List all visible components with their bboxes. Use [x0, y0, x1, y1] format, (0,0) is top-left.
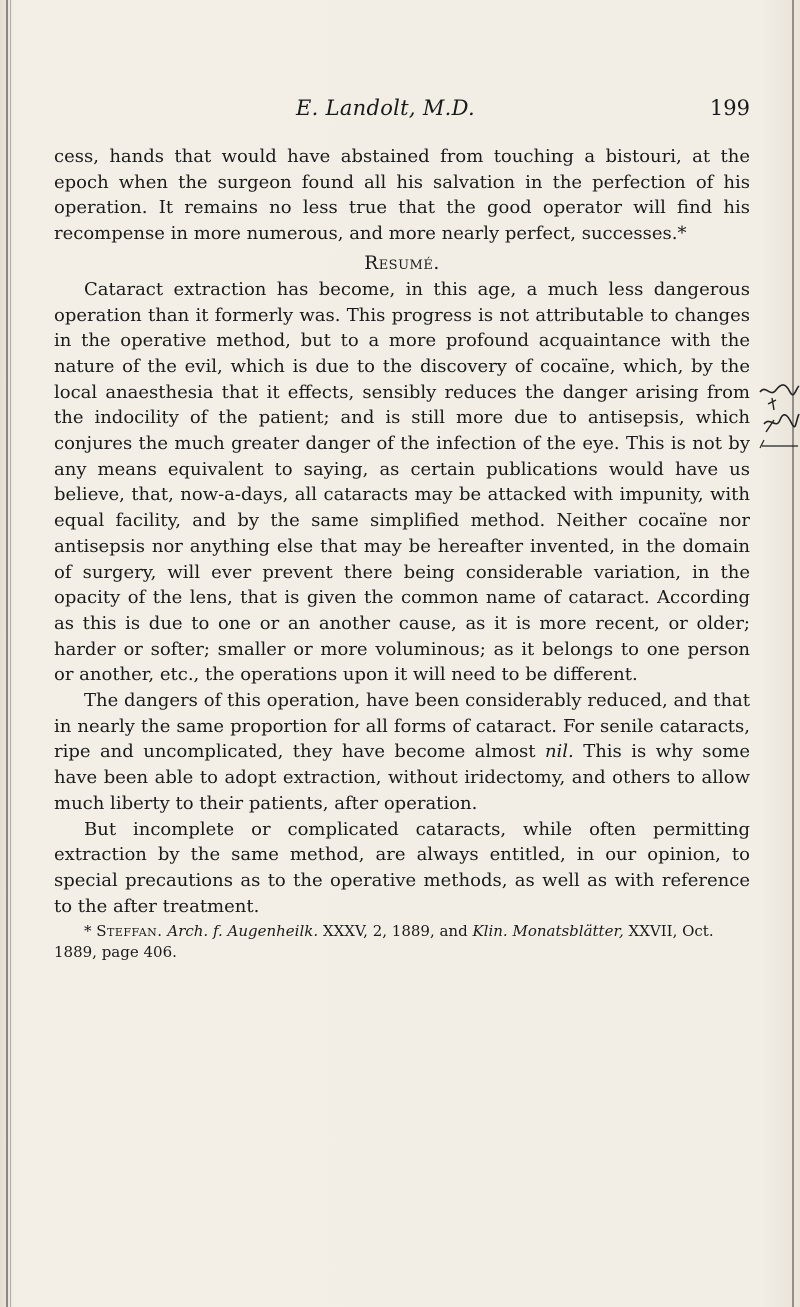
paragraph-3: But incomplete or complicated cataracts, while often permitting extraction by the same method, are always entitled, in our opinion, to special precautions as to the operative methods, as well as with reference to the after treatment. [54, 818, 750, 917]
paragraph-continuation: cess, hands that would have abstained from touching a bistouri, at the epoch when the surgeon found all his salvation in the perfection of his operation. It remains no less true that the good operator will find his recompense in more numerous, and more nearly perfect, successes.* [54, 146, 750, 245]
paragraph-2-part-b: This is why some have been able to adopt extraction, without iridectomy, and others to allow much liberty to their patients, after operation. [54, 741, 751, 814]
footnote [54, 921, 750, 963]
handwritten-margin-note-icon [758, 380, 800, 470]
footnote-ref-2: XXVII, Oct. 1889, page 406. [54, 922, 714, 962]
paragraph-2 [54, 688, 750, 817]
paragraph-1: Cataract extraction has become, in this age, a much less dangerous operation than it formerly was. This progress is not attributable to changes in the operative method, but to a more profound acquaintance with the nature of the evil, which is due to the discovery of cocaïne, which, by the local anaesthesia that it effects, sensibly reduces the danger arising from the indocility of the patient; and is still more due to antisepsis, which conjures the much greater danger of the infection of the eye. This is not by any means equivalent to saying, as certain publications would have us believe, that, now-a-days, all cataracts may be attacked with impunity, with equal facility, and by the same simplified method. Neither cocaïne nor antisepsis nor anything else that may be hereafter invented, in the domain of surgery, will ever prevent there being considerable variation, in the opacity of the lens, that is given the common name of cataract. According as this is due to one or an another cause, as it is more recent, or older; harder or softer; smaller or more voluminous; as it belongs to one person or another, etc., the operations upon it will need to be different. [54, 278, 750, 686]
footnote-ref-1: XXXV, 2, 1889, and [318, 922, 473, 941]
page-number: 199 [709, 96, 750, 120]
section-heading: Resumé. [364, 252, 440, 274]
paragraph-2-part-a: The dangers of this operation, have been considerably reduced, and that in nearly the same proportion for all forms of cataract. For senile cataracts, ripe and uncomplicated, they have become almost [54, 690, 750, 763]
footnote-author: Steffan. [96, 922, 163, 941]
footnote-journal-2: Klin. Monatsblätter, [472, 922, 624, 941]
footnote-journal-1: Arch. f. Augenheilk. [167, 922, 319, 941]
italic-nil: nil. [544, 741, 574, 763]
binding-edge-line [6, 0, 8, 1307]
running-head: E. Landolt, M.D. [296, 96, 476, 120]
page-edge-line [792, 0, 794, 1307]
binding-edge-line-inner [10, 0, 11, 1307]
body-text [54, 144, 750, 963]
footnote-mark: * [84, 922, 97, 941]
handwriting-scribble-icon [758, 380, 800, 470]
page-header [54, 96, 750, 132]
